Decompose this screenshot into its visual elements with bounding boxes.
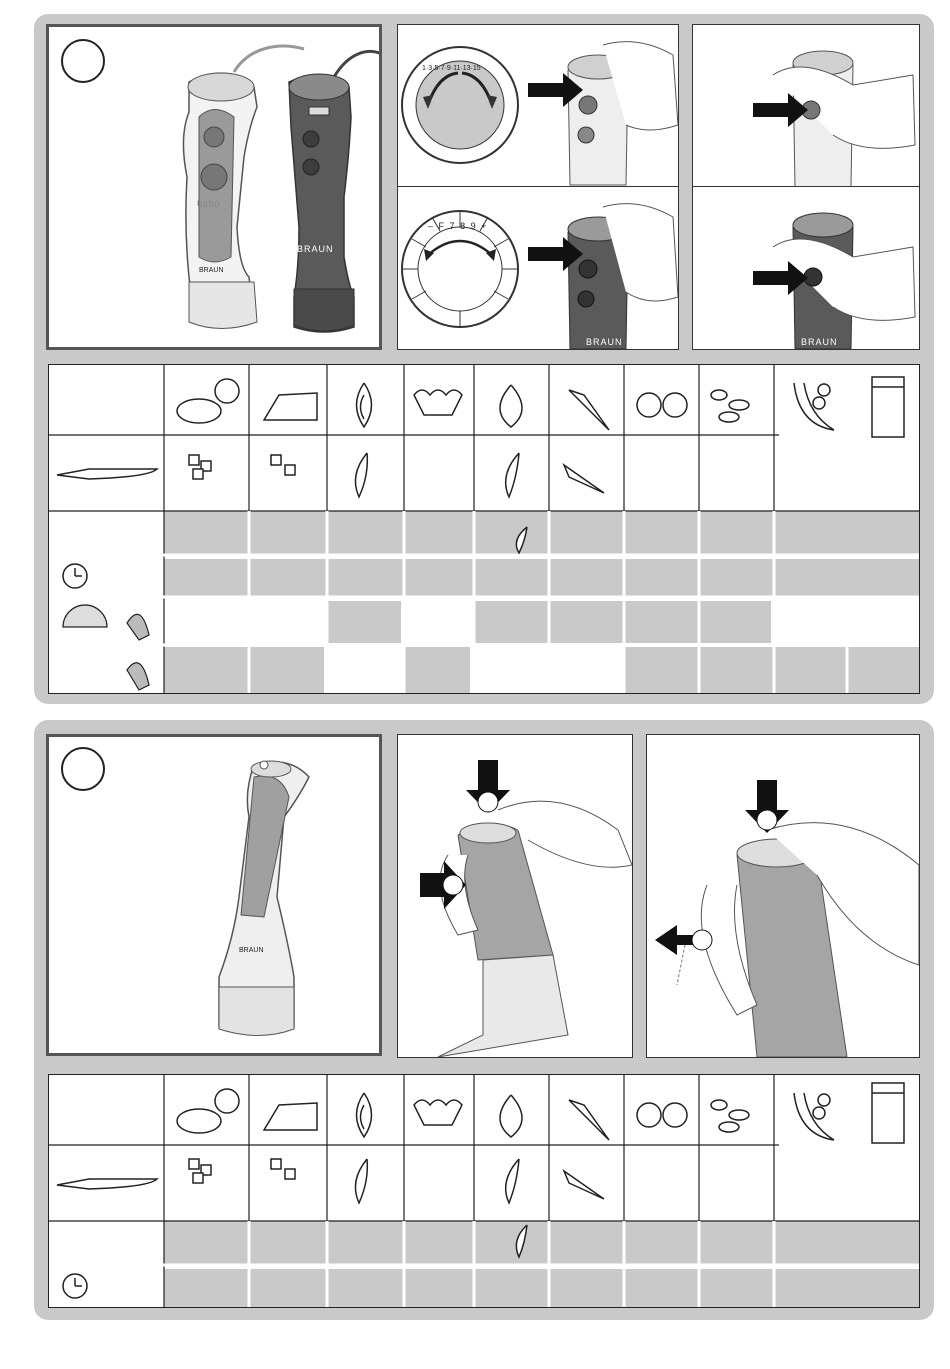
motor-part-illustration xyxy=(49,737,379,1053)
processing-table-2 xyxy=(48,1074,920,1308)
walnut-icon xyxy=(637,393,687,417)
parsley-icon xyxy=(414,390,462,415)
product-panel-1 xyxy=(46,24,382,350)
brand-logo-motor: BRAUN xyxy=(239,947,264,954)
dark-press-illustration xyxy=(693,187,919,349)
clock-icon xyxy=(63,564,87,588)
mini-blender-icon xyxy=(127,663,149,690)
turbo-press-illustration xyxy=(693,25,919,187)
release-illustration xyxy=(647,735,919,1057)
dial-8: 8 xyxy=(460,221,466,231)
almond-icon-2 xyxy=(711,1100,749,1132)
walnut-icon-2 xyxy=(637,1103,687,1127)
garlic-icon-2 xyxy=(500,1095,522,1137)
hand-blender-illustration xyxy=(49,27,379,347)
onion-icon-2 xyxy=(357,1093,372,1137)
cheese-cubes-icon xyxy=(271,455,295,475)
speed-dial-panel xyxy=(397,24,679,188)
parsley-icon-2 xyxy=(414,1100,462,1125)
section-2 xyxy=(34,720,934,1320)
brand-logo-small-2: BRAUN xyxy=(801,337,838,347)
carrot-icon xyxy=(569,390,609,430)
brand-logo-dark: BRAUN xyxy=(297,244,334,254)
onion-icon xyxy=(357,383,372,427)
cubes-icon-2 xyxy=(189,1159,211,1183)
cheese-icon xyxy=(264,393,317,420)
knife-icon-2 xyxy=(57,1179,157,1189)
variable-dial-illustration xyxy=(398,187,678,349)
onion-slice-icon xyxy=(355,453,367,497)
dial-plus: + xyxy=(481,221,487,231)
mini-dial-icon xyxy=(63,605,149,640)
banana-strawberry-icon-2 xyxy=(794,1093,834,1140)
table-1-grid xyxy=(49,365,919,693)
table-2-grid xyxy=(49,1075,919,1307)
onion-slice-icon-2 xyxy=(355,1159,367,1203)
attach-illustration xyxy=(398,735,632,1057)
product-panel-2 xyxy=(46,734,382,1056)
turbo-label: turbo xyxy=(197,199,220,210)
brand-logo-white: BRAUN xyxy=(199,267,224,274)
dial-minus: – xyxy=(428,221,434,231)
brand-logo-small: BRAUN xyxy=(586,337,623,347)
turbo-press-panel xyxy=(692,24,920,188)
cheese-icon-2 xyxy=(264,1103,317,1130)
speed-dial-illustration xyxy=(398,25,678,187)
cubes-icon xyxy=(189,455,211,479)
section-1 xyxy=(34,14,934,704)
garlic-clove-icon-2 xyxy=(506,1159,519,1203)
attach-panel xyxy=(397,734,633,1058)
carrot-icon-2 xyxy=(569,1100,609,1140)
meat-icon-2 xyxy=(177,1089,239,1133)
dial-9: 9 xyxy=(470,221,476,231)
dark-press-panel xyxy=(692,186,920,350)
banana-strawberry-icon xyxy=(794,383,834,430)
garlic-icon xyxy=(500,385,522,427)
knife-icon xyxy=(57,469,157,479)
carrot-pieces-icon xyxy=(564,465,604,493)
dial-7: 7 xyxy=(449,221,455,231)
speed-scale: 1·3·5·7·9·11·13·15 xyxy=(422,65,481,72)
cheese-cubes-icon-2 xyxy=(271,1159,295,1179)
container-icon xyxy=(872,377,904,437)
clock-icon-2 xyxy=(63,1274,87,1298)
release-panel xyxy=(646,734,920,1058)
garlic-clove-icon xyxy=(506,453,519,497)
almond-icon xyxy=(711,390,749,422)
processing-table-1 xyxy=(48,364,920,694)
variable-dial-panel xyxy=(397,186,679,350)
dial-f: F xyxy=(438,221,445,231)
meat-icon xyxy=(177,379,239,423)
carrot-pieces-icon-2 xyxy=(564,1171,604,1199)
container-icon-2 xyxy=(872,1083,904,1143)
